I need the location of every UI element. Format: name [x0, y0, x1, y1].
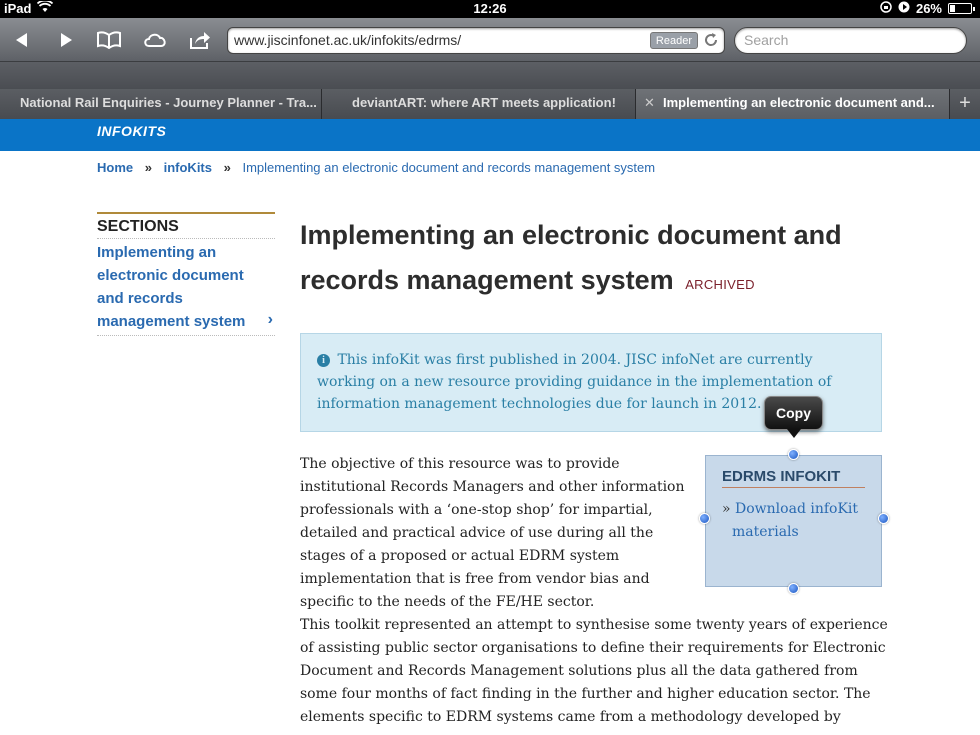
forward-arrow-icon — [57, 31, 75, 49]
status-bar — [0, 0, 980, 18]
play-icon — [898, 1, 910, 16]
bookmarks-bar — [0, 62, 980, 89]
forward-button[interactable] — [50, 25, 82, 55]
tab-national-rail[interactable] — [0, 89, 322, 119]
copy-button[interactable]: Copy — [764, 396, 823, 430]
address-bar[interactable] — [227, 27, 725, 54]
sidebar-heading: SECTIONS — [97, 214, 275, 239]
sidebar-item-edrms[interactable] — [97, 239, 275, 336]
bookmarks-button[interactable] — [93, 25, 125, 55]
selection-handle-right[interactable] — [878, 513, 889, 524]
back-arrow-icon — [13, 31, 31, 49]
breadcrumb-separator: » — [144, 160, 152, 175]
bullet-marker: » — [722, 501, 731, 517]
edrms-infokit-box — [705, 455, 882, 587]
url-text: www.jiscinfonet.ac.uk/infokits/edrms/ — [234, 32, 462, 48]
icloud-tabs-button[interactable] — [139, 25, 171, 55]
browser-toolbar — [0, 18, 980, 62]
archived-badge: ARCHIVED — [685, 277, 755, 292]
download-link-label: Download infoKit materials — [732, 501, 859, 540]
tab-label: Implementing an electronic document and... — [663, 95, 935, 110]
tab-label: deviantART: where ART meets application! — [352, 95, 616, 110]
tab-bar — [0, 89, 980, 119]
tab-deviantart[interactable] — [322, 89, 636, 119]
site-logo[interactable]: INFOKITS — [97, 123, 167, 139]
breadcrumb-current[interactable]: Implementing an electronic document and records management system — [242, 160, 656, 175]
breadcrumb-home[interactable]: Home — [97, 160, 134, 175]
body-paragraph: The objective of this resource was to provide institutional Records Managers and other information professionals with a ‘one-stop shop’ for impartial, detailed and practical advice of use during all the stages of a proposed or actual EDRM system implementation that is free from vendor bias and specific to the needs of the FE/HE sector. — [300, 456, 685, 610]
selection-handle-top[interactable] — [788, 449, 799, 460]
reader-button[interactable]: Reader — [650, 32, 698, 49]
sidebar-item-label: Implementing an electronic document and records management system — [97, 244, 246, 330]
breadcrumb — [97, 160, 655, 175]
clock: 12:26 — [473, 1, 507, 16]
site-header — [0, 119, 980, 151]
search-input[interactable]: Search — [734, 27, 967, 54]
tab-infokits[interactable] — [636, 89, 950, 119]
reload-icon[interactable] — [703, 32, 719, 48]
sidebar — [97, 212, 275, 336]
body-paragraph: This toolkit represented an attempt to synthesise some twenty years of experience of assisting public sector organisations to define their requirements for Electronic Document and Records Management solutions plus all the data gathered from some four months of fact finding in the further and higher education sector. The elements specific to EDRM systems came from a methodology developed by — [300, 617, 888, 725]
selection-handle-left[interactable] — [699, 513, 710, 524]
breadcrumb-infokits[interactable]: infoKits — [163, 160, 212, 175]
battery-percent: 26% — [915, 1, 942, 16]
close-tab-icon[interactable]: ✕ — [644, 95, 655, 110]
breadcrumb-separator: » — [223, 160, 231, 175]
edrms-box-title: EDRMS INFOKIT — [722, 468, 865, 488]
selection-handle-bottom[interactable] — [788, 583, 799, 594]
info-notice-text: This infoKit was first published in 2004. JISC infoNet are currently working on a new resource providing guidance in the implementation of information management technologies due for launch in 2012. — [317, 352, 832, 412]
info-icon: i — [317, 354, 330, 367]
download-link[interactable] — [722, 498, 865, 544]
open-book-icon — [96, 31, 122, 49]
page-title-text: Implementing an electronic document and records management system — [300, 220, 842, 295]
share-button[interactable] — [184, 25, 216, 55]
tab-label: National Rail Enquiries - Journey Planner - Tra... — [20, 95, 317, 110]
battery-icon — [948, 3, 972, 14]
cloud-icon — [142, 31, 168, 49]
share-icon — [188, 30, 212, 50]
device-name: iPad — [4, 1, 32, 16]
rotation-lock-icon — [880, 1, 892, 16]
chevron-right-icon: › — [267, 311, 273, 328]
back-button[interactable] — [6, 25, 38, 55]
new-tab-button[interactable]: + — [950, 89, 980, 119]
page-title — [300, 213, 860, 307]
